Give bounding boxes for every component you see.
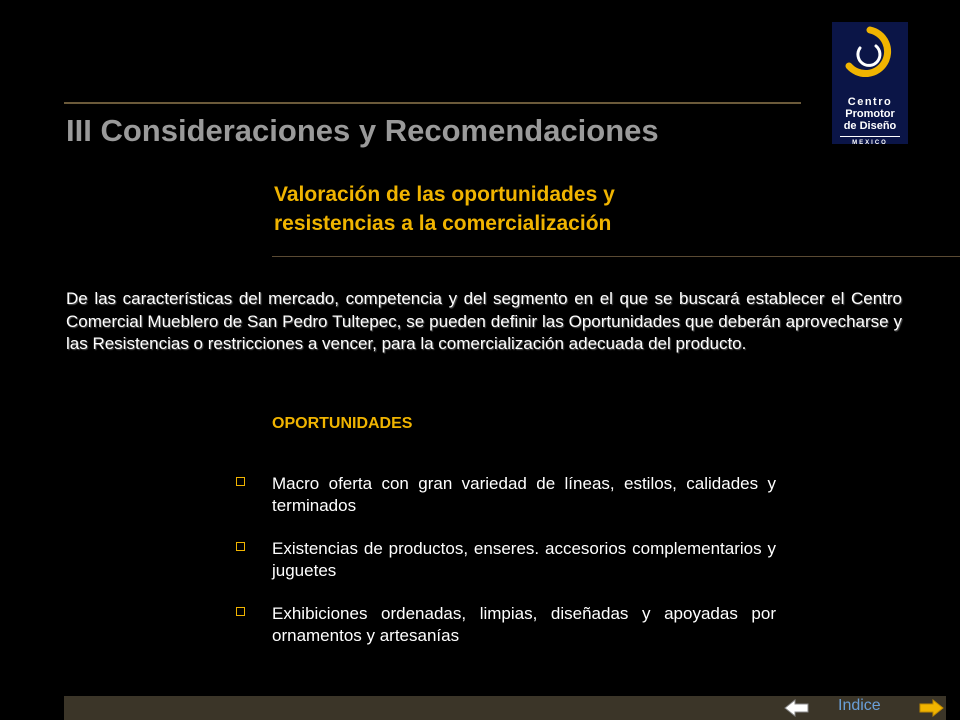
- indice-link[interactable]: Indice: [838, 697, 881, 714]
- list-item-text: Existencias de productos, enseres. accesorios complementarios y juguetes: [272, 539, 776, 580]
- arrow-right-icon[interactable]: [918, 699, 944, 717]
- square-bullet-icon: [236, 477, 245, 486]
- list-item-text: Macro oferta con gran variedad de líneas, estilos, calidades y terminados: [272, 474, 776, 515]
- section-subtitle: [274, 180, 615, 238]
- logo-divider: [840, 136, 900, 137]
- subtitle-line-1: Valoración de las oportunidades y: [274, 183, 615, 206]
- header-divider: [64, 102, 801, 104]
- square-bullet-icon: [236, 607, 245, 616]
- logo-line-3: de Diseño: [843, 120, 897, 132]
- arrow-left-icon[interactable]: [784, 699, 810, 717]
- subtitle-line-2: resistencias a la comercialización: [274, 212, 612, 235]
- page-title: III Consideraciones y Recomendaciones: [66, 113, 659, 148]
- subtitle-divider: [272, 256, 960, 257]
- list-item-text: Exhibiciones ordenadas, limpias, diseñadas y apoyadas por ornamentos y artesanías: [272, 604, 776, 645]
- logo-line-4: MEXICO: [852, 140, 888, 146]
- logo-line-2: Promotor: [845, 108, 895, 120]
- logo-line-1: Centro: [847, 96, 893, 108]
- logo-ring-icon: [832, 22, 908, 96]
- square-bullet-icon: [236, 542, 245, 551]
- centro-promotor-logo: [832, 22, 908, 144]
- opportunities-heading: OPORTUNIDADES: [272, 415, 413, 432]
- footer-bar: [64, 696, 946, 720]
- intro-paragraph: De las características del mercado, competencia y del segmento en el que se buscará establecer el Centro Comercial Mueblero de San Pedro Tultepec, se pueden definir las Oportunidades que deberán aprovecharse y las Resistencias o restricciones a vencer, para la comercialización adecuada del producto.: [66, 289, 902, 353]
